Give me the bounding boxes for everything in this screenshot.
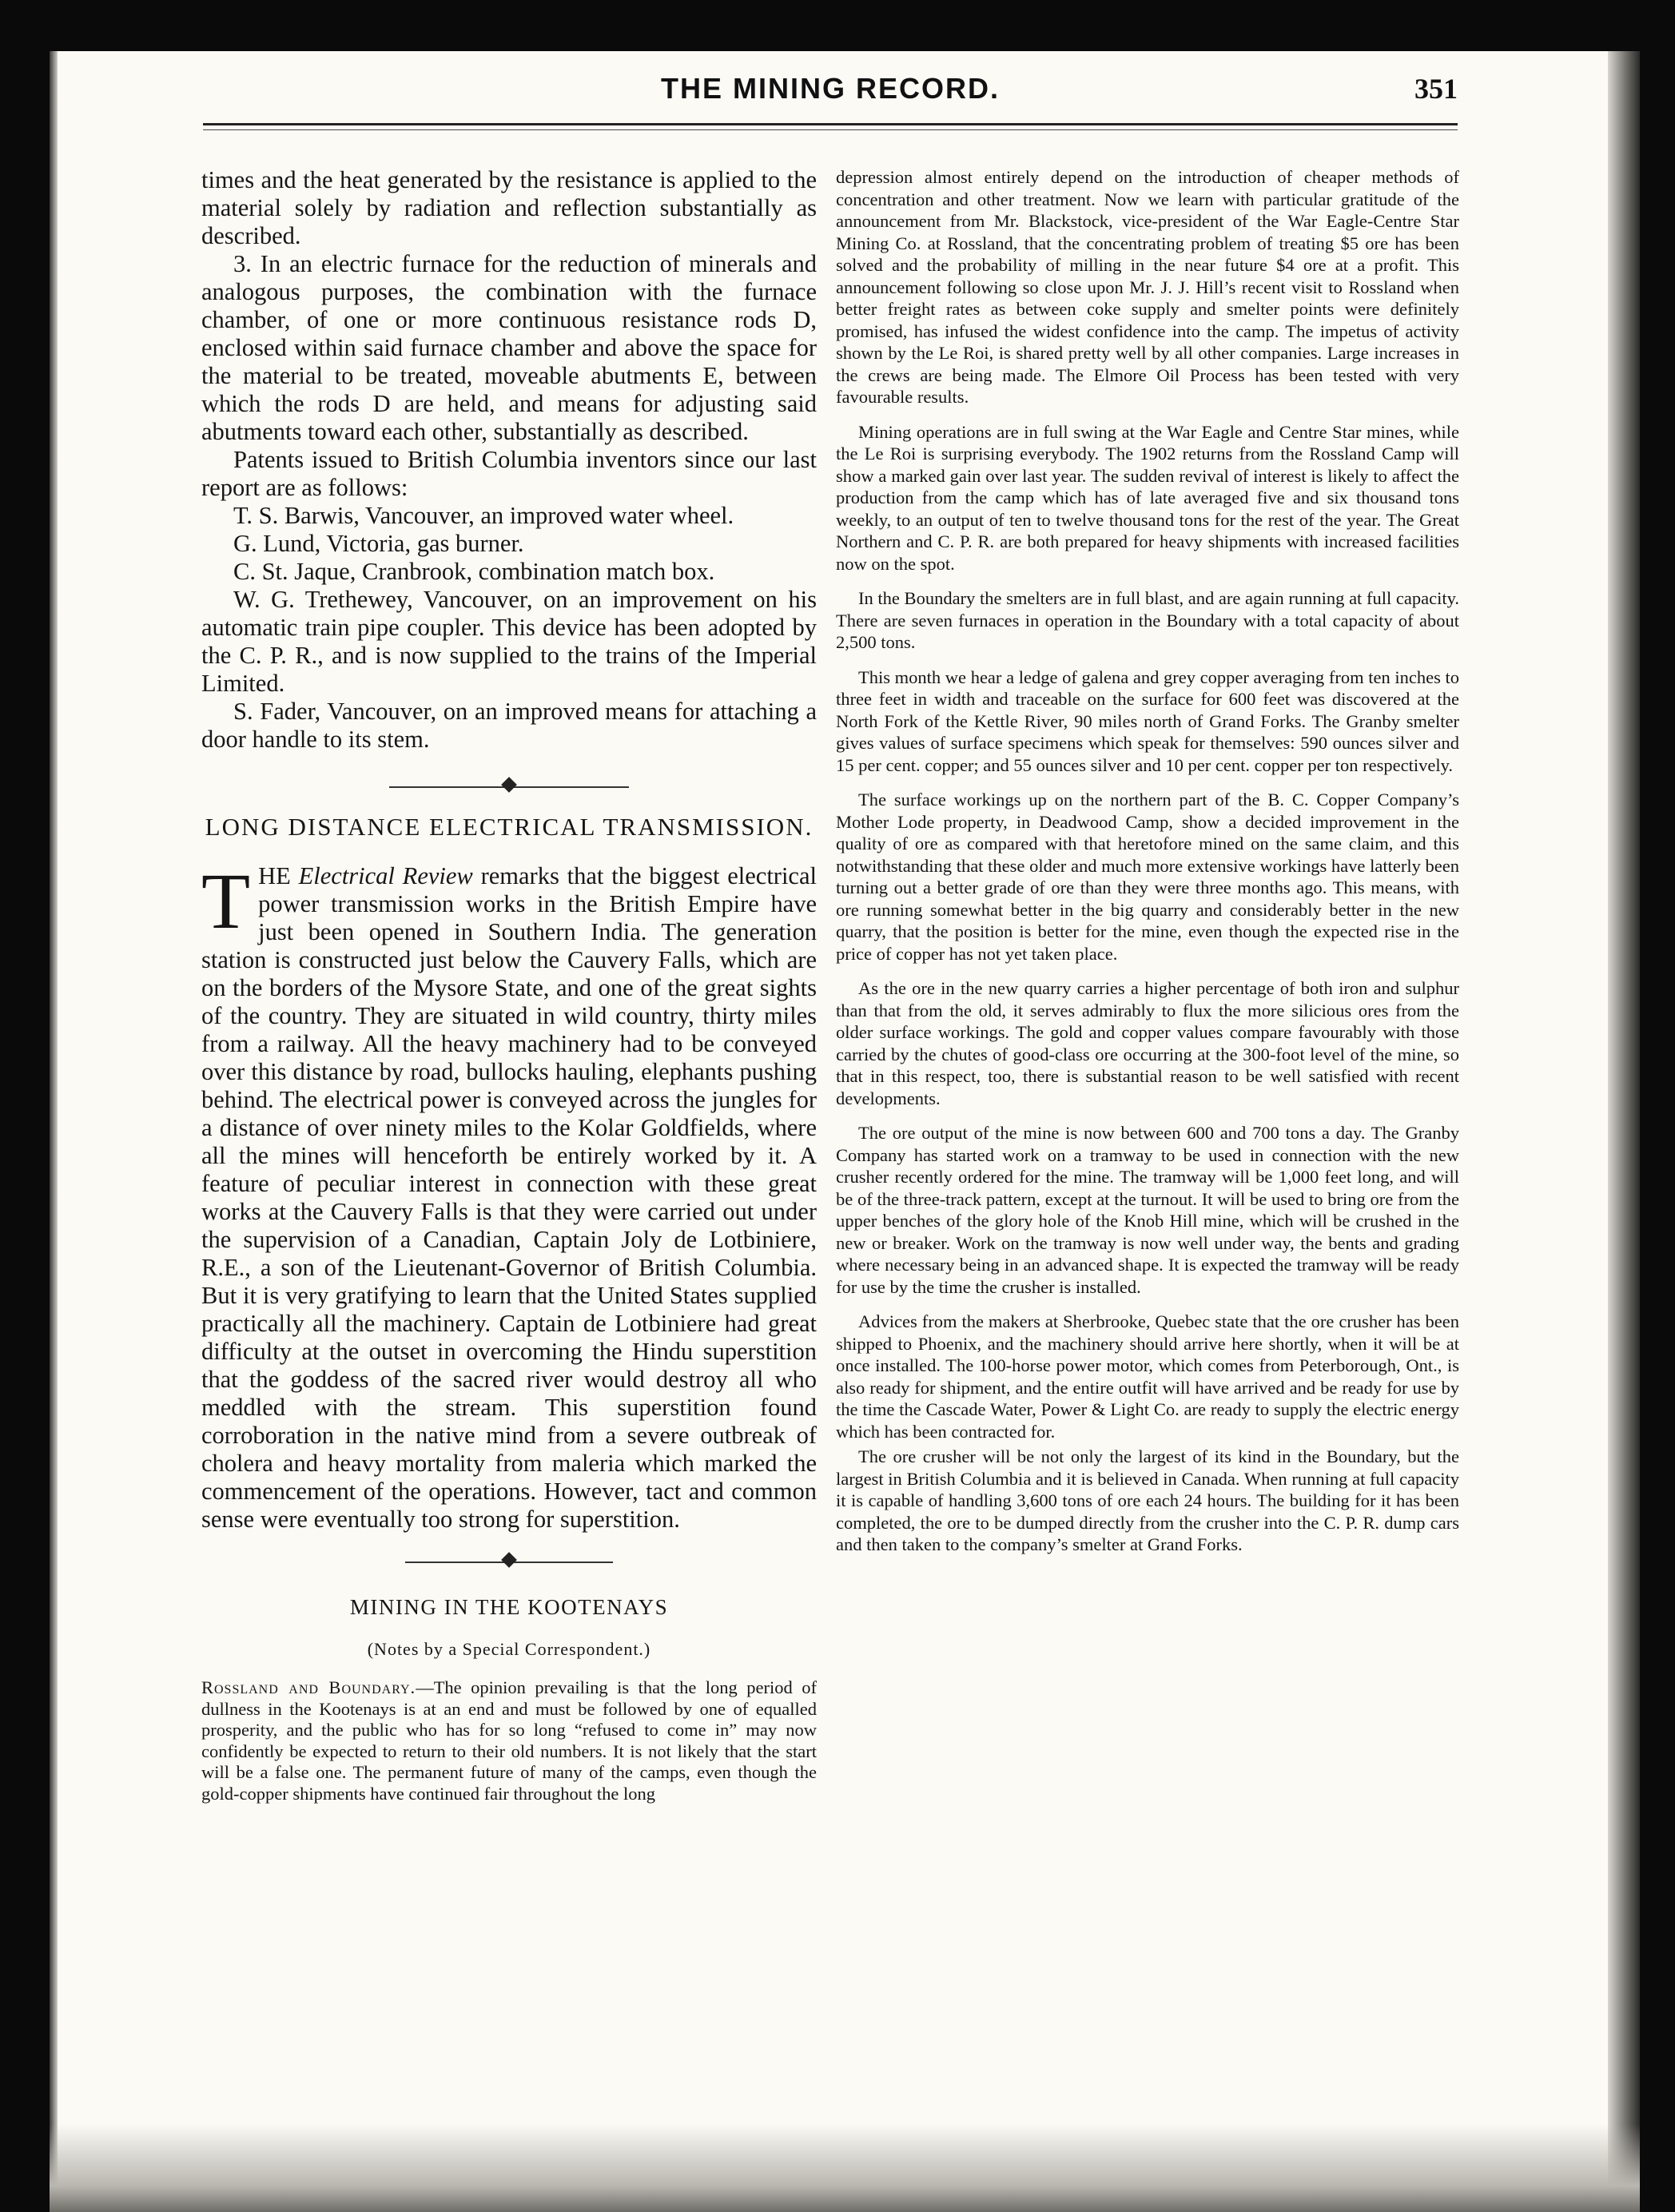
article-subheading: (Notes by a Special Correspondent.)	[367, 1639, 651, 1659]
journal-title: Electrical Review	[298, 862, 473, 889]
page-edge-shadow	[1608, 51, 1640, 2212]
separator-ornament-icon	[501, 1552, 517, 1568]
paragraph: Patents issued to British Columbia inventors since our last report are as follows:	[201, 446, 817, 501]
section-separator	[389, 774, 629, 798]
page-binding-shadow	[50, 51, 58, 2212]
right-column	[836, 166, 1459, 1569]
paragraph: 3. In an electric furnace for the reduction of minerals and analogous purposes, the combination with the furnace chamber, of one or more continuous resistance rods D, enclosed within said furnace chamber and above the space for the material to be treated, moveable abutments E, between which the rods D are held, and means for adjusting said abutments toward each other, substantially as described.	[201, 250, 817, 445]
article-body-kootenays	[201, 1677, 817, 1804]
paragraph: This month we hear a ledge of galena and grey copper averaging from ten inches to three feet in width and traceable on the surface for 600 feet was discovered at the North Fork of the Kettle River, 90 miles north of Grand Forks. The Granby smelter gives values of surface specimens which speak for themselves: 590 ounces silver and 15 per cent. copper; and 55 ounces silver and 10 per cent. copper per ton respectively.	[836, 666, 1459, 775]
section-separator	[405, 1550, 613, 1573]
paragraph: As the ore in the new quarry carries a higher percentage of both iron and sulphur than that from the old, it serves admirably to flux the more silicious ores from the older surface workings. The gold and copper values compare favourably with those carried by the chutes of good-class ore occurring at the 300-foot level of the mine, so that in this respect, too, there is substantial reason to be well satisfied with recent developments.	[836, 978, 1459, 1108]
patent-list-item: C. St. Jaque, Cranbrook, combination match box.	[233, 558, 715, 585]
article-body-transmission	[201, 857, 817, 1534]
paragraph: The ore output of the mine is now between 600 and 700 tons a day. The Granby Company has started work on a tramway to be used in connection with the new crusher recently ordered for the mine. The tramway will be 1,000 feet long, and will be of the three-track pattern, except at the turnout. It will be used to bring ore from the upper benches of the glory hole of the Knob Hill mine, which will be crushed in the new or breaker. Work on the tramway is now well under way, the bents and grading where necessary being in an advanced shape. It is expected the tramway will be ready for use by the time the crusher is installed.	[836, 1123, 1459, 1297]
paragraph: Mining operations are in full swing at the War Eagle and Centre Star mines, while the Le Roi is surprising everybody. The 1902 returns from the Rossland Camp will show a marked gain over last year. The sudden revival of interest is likely to affect the production from the camp which has of late averaged five and six thousand tons weekly, to an output of ten to twelve thousand tons for the rest of the year. The Great Northern and C. P. R. are both prepared for heavy shipments with increased facilities now on the spot.	[836, 421, 1459, 574]
page-number: 351	[1414, 73, 1458, 105]
separator-ornament-icon	[501, 777, 517, 793]
patent-list-item: T. S. Barwis, Vancouver, an improved water wheel.	[233, 502, 734, 529]
running-title: THE MINING RECORD.	[660, 72, 1000, 105]
page-header	[203, 72, 1458, 120]
patent-list-item: W. G. Trethewey, Vancouver, on an improvement on his automatic train pipe coupler. This device has been adopted by the C. P. R., and is now supplied to the trains of the Imperial Limited.	[201, 586, 817, 697]
paragraph: In the Boundary the smelters are in full blast, and are again running at full capacity. There are seven furnaces in operation in the Boundary with a total capacity of about 2,500 tons.	[836, 588, 1459, 652]
left-column	[201, 166, 817, 1804]
paragraph: times and the heat generated by the resistance is applied to the material solely by radiation and reflection substantially as described.	[201, 166, 817, 249]
body-text: remarks that the biggest electrical power transmission works in the British Empire have just been opened in Southern India. The generation station is constructed just below the Cauvery Falls, which are on the borders of the Mysore State, and one of the great sights of the country. They are situated in wild country, thirty miles from a railway. All the heavy machinery had to be conveyed over this distance by road, bullocks hauling, elephants pushing behind. The electrical power is conveyed across the jungles for a distance of over ninety miles to the Kolar Goldfields, where all the mines will henceforth be entirely worked by it. A feature of peculiar interest in connection with these great works at the Cauvery Falls is that they were carried out under the supervision of a Canadian, Captain Joly de Lotbiniere, R.E., a son of the Lieutenant-Governor of British Columbia. But it is very gratifying to learn that the United States supplied practically all the machinery. Captain de Lotbiniere had great difficulty at the outset in overcoming the Hindu superstition that the goddess of the sacred river would destroy all who meddled with the stream. This superstition found corroboration in the native mind from a severe outbreak of cholera and heavy mortality from maleria which marked the commencement of the operations. However, tact and common sense were eventually too strong for superstition.	[201, 862, 817, 1533]
article-heading-transmission: LONG DISTANCE ELECTRICAL TRANSMISSION.	[205, 813, 814, 841]
paragraph: Advices from the makers at Sherbrooke, Quebec state that the ore crusher has been shipped to Phoenix, and the machinery should arrive here shortly, when it will be at once installed. The 100-horse power motor, which comes from Peterborough, Ont., is also ready for shipment, and the entire outfit will have arrived and be ready for use by the time the Cascade Water, Power & Light Co. are ready to supply the electric energy which has been contracted for.	[836, 1311, 1459, 1442]
run-in-heading: Rossland and Boundary.	[201, 1677, 416, 1697]
body-text: —The opinion prevailing is that the long period of dullness in the Kootenays is at an end and must be followed by one of equalled prosperity, and the public who has for so long “refused to come in” may now confidently be expected to return to their old numbers. It is not likely that the start will be a false one. The permanent future of many of the camps, even though the gold-copper shipments have continued fair throughout the long	[201, 1677, 817, 1804]
paragraph: The surface workings up on the northern part of the B. C. Copper Company’s Mother Lode property, in Deadwood Camp, show a decided improvement in the quality of ore as compared with that heretofore mined on the same claim, and this notwithstanding that these older and much more extensive workings have latterly been turning out a better grade of ore than they were three months ago. This means, with ore running somewhat better in the big quarry and considerably better in the new quarry, that the position is better for the mine, even though the expected rise in the price of copper has not yet taken place.	[836, 790, 1459, 964]
paragraph: The ore crusher will be not only the largest of its kind in the Boundary, but the largest in British Columbia and it is believed in Canada. When running at full capacity it is capable of handling 3,600 tons of ore each 24 hours. The building for it has been completed, the ore to be dumped directly from the crusher into the C. P. R. dump cars and then taken to the company’s smelter at Grand Forks.	[836, 1446, 1459, 1554]
patent-list-item: G. Lund, Victoria, gas burner.	[233, 530, 524, 557]
patent-list-item: S. Fader, Vancouver, on an improved means for attaching a door handle to its stem.	[201, 698, 817, 753]
drop-cap: T	[201, 857, 251, 945]
article-heading-kootenays: MINING IN THE KOOTENAYS	[349, 1595, 669, 1619]
lead-text: HE	[258, 862, 299, 889]
header-rule	[203, 123, 1458, 125]
page-bottom-shadow	[50, 2124, 1640, 2212]
paragraph: depression almost entirely depend on the introduction of cheaper methods of concentration and other treatment. Now we learn with particular gratitude of the announcement from Mr. Blackstock, vice-president of the War Eagle-Centre Star Mining Co. at Rossland, that the concentrating problem of treating $5 ore has been solved and the probability of milling in the near future $4 ore at a profit. This announcement following so close upon Mr. J. J. Hill’s recent visit to Rossland when better freight rates as between coke supply and smelter points were definitely promised, has infused the widest confidence into the camp. The impetus of activity shown by the Le Roi, is shared pretty well by all other companies. Large increases in the crews are being made. The Elmore Oil Process has been tested with very favourable results.	[836, 167, 1459, 407]
header-rule-thin	[203, 129, 1458, 130]
